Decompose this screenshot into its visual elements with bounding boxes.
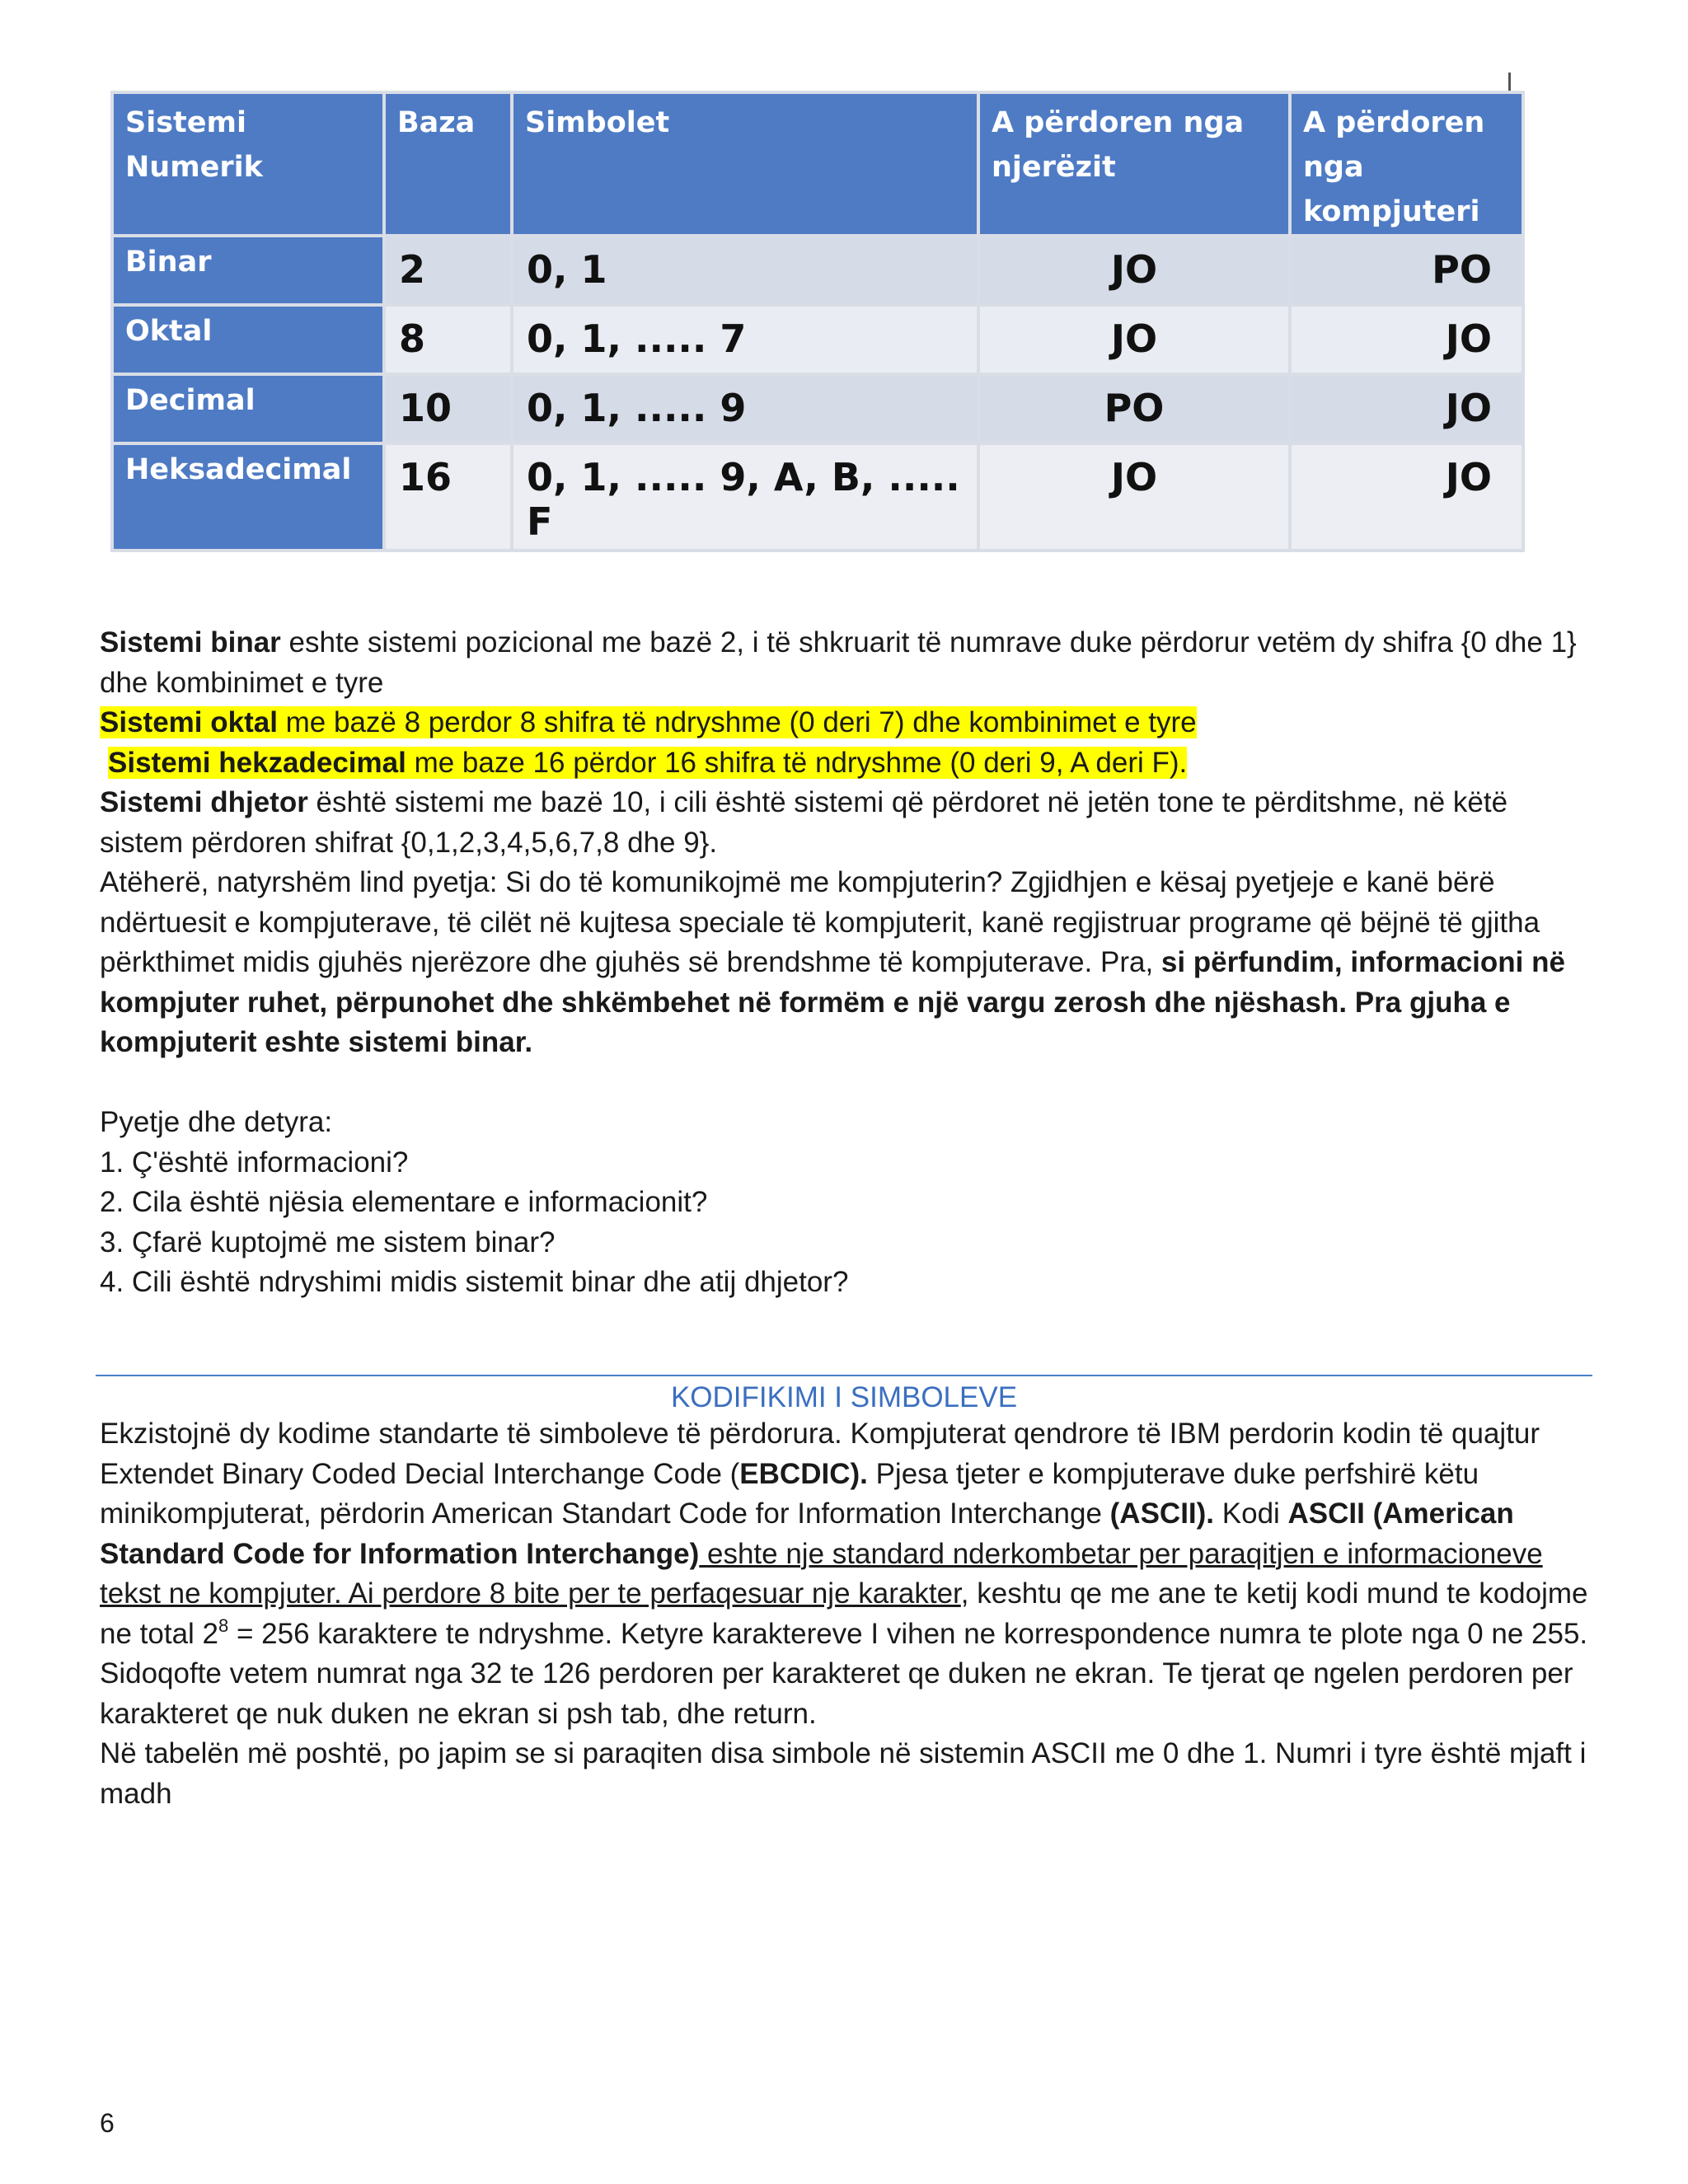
row-symbols: 0, 1, ..... 9, A, B, ..... F (512, 443, 978, 551)
question-item: 1. Ç'është informacioni? (100, 1146, 409, 1179)
header-base: Baza (384, 92, 512, 236)
table-header-row (112, 92, 1523, 236)
term-decimal: Sistemi dhjetor (100, 786, 308, 818)
row-symbols: 0, 1, ..... 9 (512, 374, 978, 443)
octal-highlight (100, 706, 1197, 738)
row-used-by-humans: PO (978, 374, 1290, 443)
decimal-paragraph (100, 783, 1592, 863)
header-system: Sistemi Numerik (112, 92, 384, 236)
encoding-text-4: , keshtu qe me ane te ketij kodi mund te kodojme ne total 2 (100, 1577, 1588, 1650)
header-used-by-computer: A përdoren nga kompjuteri (1290, 92, 1523, 236)
table-row (112, 305, 1523, 374)
hex-highlight (108, 747, 1187, 779)
row-base: 16 (384, 443, 512, 551)
hex-paragraph (100, 743, 1592, 784)
header-symbols: Simbolet (512, 92, 978, 236)
exponent: 8 (218, 1615, 229, 1636)
encoding-text-2: Pjesa tjeter e kompjuterave duke perfshirë këtu minikompjuterat, përdorin American Standart Code for Information Interchange (100, 1457, 1479, 1530)
row-base: 8 (384, 305, 512, 374)
table-row (112, 374, 1523, 443)
question-item: 2. Cila është njësia elementare e informacionit? (100, 1186, 708, 1218)
table-row (112, 236, 1523, 305)
number-systems-table (110, 91, 1525, 552)
table-intro-paragraph: Në tabelën më poshtë, po japim se si paraqiten disa simbole në sistemin ASCII me 0 dhe 1. Numri i tyre është mjaft i madh (100, 1737, 1587, 1810)
row-base: 2 (384, 236, 512, 305)
ascii-definition: eshte nje standard nderkombetar per paraqitjen e informacioneve tekst ne kompjuter. Ai perdore 8 bite per te perfaqesuar nje karakter (100, 1537, 1543, 1610)
encoding-paragraph (100, 1414, 1592, 1734)
section-heading: KODIFIKIMI I SIMBOLEVE (670, 1381, 1018, 1413)
term-hex: Sistemi hekzadecimal (108, 746, 406, 779)
octal-description: me bazë 8 perdor 8 shifra të ndryshme (0 deri 7) dhe kombinimet e tyre (277, 706, 1197, 738)
binary-description: eshte sistemi pozicional me bazë 2, i të shkruarit të numrave duke përdorur vetëm dy shifra {0 dhe 1} dhe kombinimet e tyre (100, 626, 1577, 699)
row-used-by-humans: JO (978, 443, 1290, 551)
encoding-text-3: Kodi (1214, 1497, 1288, 1530)
questions-title: Pyetje dhe detyra: (100, 1106, 333, 1138)
question-item: 4. Cili është ndryshimi midis sistemit binar dhe atij dhjetor? (100, 1266, 849, 1298)
explanation-text (100, 623, 1592, 1063)
binary-paragraph (100, 623, 1592, 703)
term-binary: Sistemi binar (100, 626, 281, 658)
row-base: 10 (384, 374, 512, 443)
conclusion-paragraph (100, 863, 1592, 1063)
ascii-full-name: ASCII (American Standard Code for Information Interchange) (100, 1497, 1514, 1570)
page-number: 6 (100, 2108, 115, 2138)
conclusion-text: Atëherë, natyrshëm lind pyetja: Si do të komunikojmë me kompjuterin? Zgjidhjen e kësaj pyetjeje e kanë bërë ndërtuesit e kompjuterave, të cilët në kujtesa speciale të kompjuterit, kanë regjistruar programe që bëjnë të gjitha përkthimet midis gjuhës njerëzore dhe gjuhës së brendshme të kompjuterave. Pra, (100, 866, 1540, 978)
octal-paragraph (100, 703, 1592, 743)
row-symbols: 0, 1 (512, 236, 978, 305)
questions-block (100, 1103, 1592, 1303)
row-symbols: 0, 1, ..... 7 (512, 305, 978, 374)
encoding-text-5: = 256 karaktere te ndryshme. Ketyre karaktereve I vihen ne korrespondence numra te plote nga 0 ne 255. Sidoqofte vetem numrat nga 32 te 126 perdoren per karakteret qe duken ne ekran. Te tjerat qe ngelen perdoren per karakteret qe nuk duken ne ekran si psh tab, dhe return. (100, 1617, 1588, 1730)
section-divider (96, 1375, 1592, 1376)
row-used-by-computer: PO (1290, 236, 1523, 305)
row-used-by-computer: JO (1290, 305, 1523, 374)
row-system-name: Binar (112, 236, 384, 305)
section-body (100, 1414, 1592, 1814)
row-used-by-computer: JO (1290, 374, 1523, 443)
decimal-description: është sistemi me bazë 10, i cili është sistemi që përdoret në jetën tone te përditshme, në këtë sistem përdoren shifrat {0,1,2,3,4,5,6,7,8 dhe 9}. (100, 786, 1508, 859)
term-octal: Sistemi oktal (100, 706, 278, 738)
ebcdic-label: EBCDIC). (739, 1457, 868, 1490)
row-used-by-computer: JO (1290, 443, 1523, 551)
row-system-name: Oktal (112, 305, 384, 374)
ascii-label: (ASCII). (1109, 1497, 1215, 1530)
header-used-by-humans: A përdoren nga njerëzit (978, 92, 1290, 236)
question-item: 3. Çfarë kuptojmë me sistem binar? (100, 1226, 556, 1258)
row-system-name: Heksadecimal (112, 443, 384, 551)
encoding-text-1: Ekzistojnë dy kodime standarte të simboleve të përdorura. Kompjuterat qendrore të IBM perdorin kodin të quajtur Extendet Binary Coded Decial Interchange Code ( (100, 1418, 1540, 1490)
row-used-by-humans: JO (978, 236, 1290, 305)
conclusion-bold: si përfundim, informacioni në kompjuter ruhet, përpunohet dhe shkëmbehet në formëm e një vargu zerosh dhe njëshash. Pra gjuha e kompjuterit eshte sistemi binar. (100, 946, 1565, 1058)
table-row (112, 443, 1523, 551)
row-used-by-humans: JO (978, 305, 1290, 374)
row-system-name: Decimal (112, 374, 384, 443)
hex-description: me baze 16 përdor 16 shifra të ndryshme (0 deri 9, A deri F). (406, 746, 1188, 779)
